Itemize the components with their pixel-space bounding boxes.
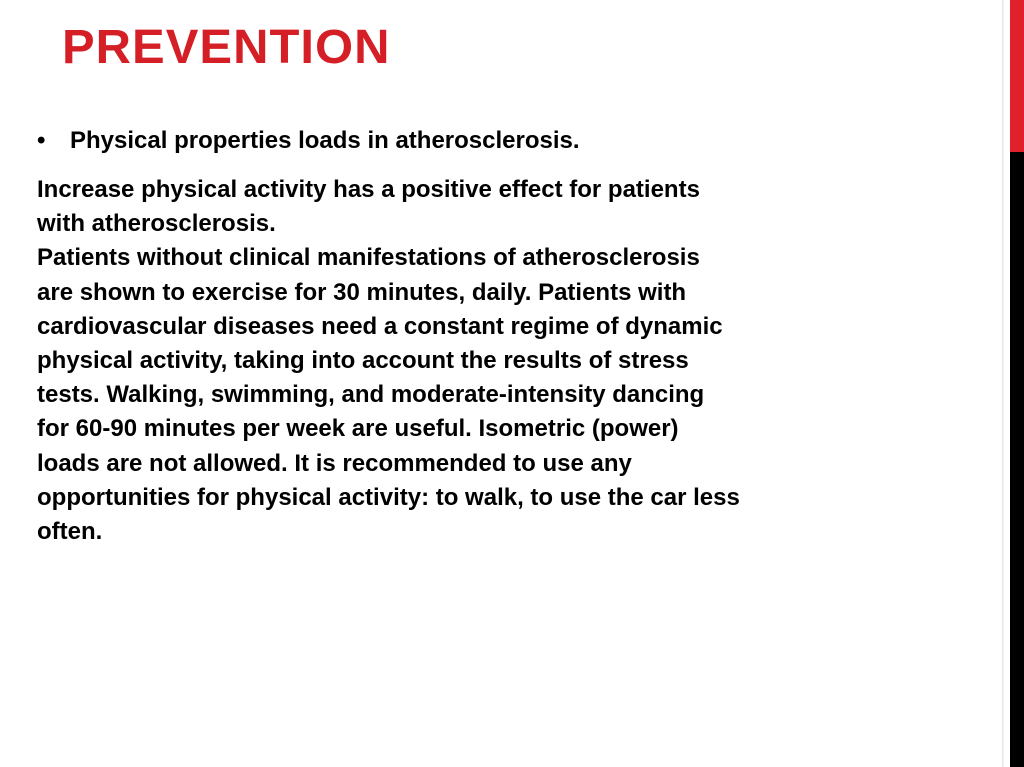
body-line: for 60-90 minutes per week are useful. Isometric (power) xyxy=(37,415,679,443)
bullet-text: Physical properties loads in atherosclerosis. xyxy=(70,127,580,154)
body-line: loads are not allowed. It is recommended to use any xyxy=(37,449,632,477)
accent-bar-red xyxy=(1010,0,1024,152)
body-line: physical activity, taking into account the results of stress xyxy=(37,347,689,375)
bullet-item xyxy=(37,124,917,158)
body-line: opportunities for physical activity: to walk, to use the car less xyxy=(37,483,740,511)
body-line: are shown to exercise for 30 minutes, daily. Patients with xyxy=(37,278,687,306)
accent-bar-black xyxy=(1010,152,1024,767)
body-line: with atherosclerosis. xyxy=(37,210,276,238)
body-line: cardiovascular diseases need a constant regime of dynamic xyxy=(37,312,723,340)
body-line: often. xyxy=(37,518,103,546)
body-line: Increase physical activity has a positive effect for patients xyxy=(37,176,700,203)
slide-title: PREVENTION xyxy=(62,21,391,74)
body-line: Patients without clinical manifestations of atherosclerosis xyxy=(37,244,700,272)
body-line: tests. Walking, swimming, and moderate-intensity dancing xyxy=(37,381,705,409)
slide-edge-shadow xyxy=(1002,0,1004,767)
bullet-marker: • xyxy=(37,127,46,154)
body-paragraph xyxy=(37,173,917,549)
